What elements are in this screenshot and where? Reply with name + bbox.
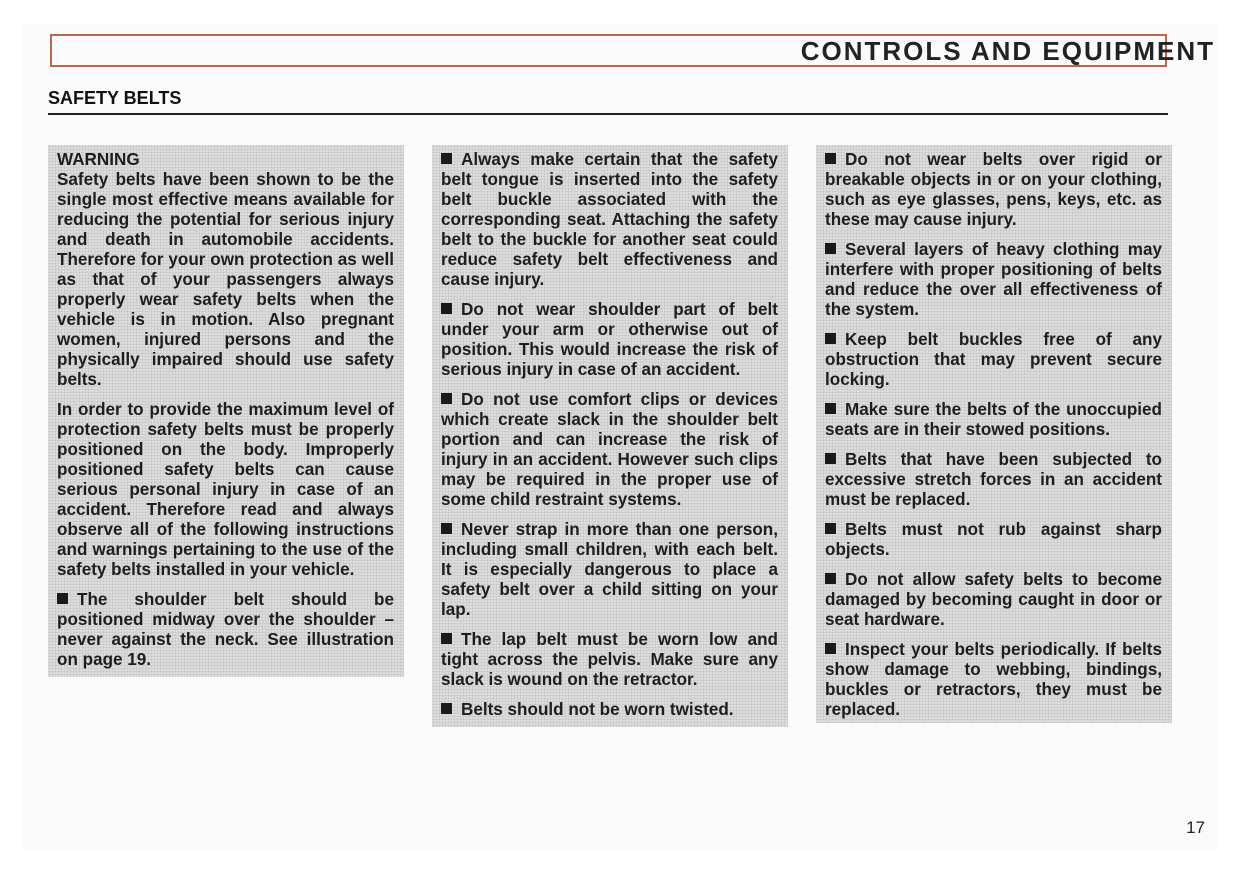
bullet-item [825,570,1162,630]
bullet-square-icon [825,153,836,164]
bullet-square-icon [57,593,68,604]
bullet-text: Belts should not be worn twisted. [461,700,734,719]
bullet-square-icon [441,303,452,314]
bullet-square-icon [825,403,836,414]
bullet-text: The shoulder belt should be positioned midway over the shoulder – never against the neck. See illustration on page 19. [57,590,394,669]
bullet-item [441,150,778,290]
page-number: 17 [1186,818,1205,837]
bullet-square-icon [441,633,452,644]
bullet-item [441,520,778,620]
bullet-text: The lap belt must be worn low and tight across the pelvis. Make sure any slack is wound on the retractor. [441,630,778,689]
bullet-square-icon [825,333,836,344]
bullet-item [825,150,1162,230]
bullet-square-icon [825,643,836,654]
bullet-text: Do not allow safety belts to become damaged by becoming caught in door or seat hardware. [825,570,1162,629]
bullet-item [825,240,1162,320]
bullet-square-icon [441,153,452,164]
bullet-text: Make sure the belts of the unoccupied seats are in their stowed positions. [825,400,1162,439]
bullet-text: Do not use comfort clips or devices which create slack in the shoulder belt portion and can increase the risk of injury in an accident. However such clips may be required in the proper use of some child restraint systems. [441,390,778,509]
bullet-item [825,640,1162,720]
bullet-square-icon [441,703,452,714]
positioning-paragraph: In order to provide the maximum level of protection safety belts must be properly positioned on the body. Improperly positioned safety belts can cause serious personal injury in case of an accident. Therefore read and always observe all of the following instructions and warnings pertaining to the use of the safety belts installed in your vehicle. [57,400,394,579]
page-header-title: CONTROLS AND EQUIPMENT [800,36,1215,66]
warning-text: Safety belts have been shown to be the single most effective means available for reducing the potential for serious injury and death in automobile accidents. Therefore for your own protection as well as that of your passengers always properly wear safety belts when the vehicle is in motion. Also pregnant women, injured persons and the physically impaired should use safety belts. [57,170,394,389]
section-divider [48,113,1168,115]
bullet-text: Do not wear belts over rigid or breakable objects in or on your clothing, such as eye glasses, pens, keys, etc. as these may cause injury. [825,150,1162,229]
bullet-item [825,330,1162,390]
bullet-square-icon [825,523,836,534]
bullet-square-icon [441,523,452,534]
column-warning [48,145,404,677]
bullet-item [441,390,778,510]
bullet-text: Keep belt buckles free of any obstruction that may prevent secure locking. [825,330,1162,389]
section-title: SAFETY BELTS [48,88,182,108]
bullet-item [441,700,778,720]
warning-title: WARNING [57,150,140,169]
bullet-item [57,590,394,670]
bullet-item [441,630,778,690]
bullet-item [825,450,1162,510]
bullet-square-icon [825,573,836,584]
bullet-square-icon [825,453,836,464]
bullet-text: Never strap in more than one person, including small children, with each belt. It is especially dangerous to place a safety belt over a child sitting on your lap. [441,520,778,619]
warning-block [57,150,394,390]
column-right [816,145,1172,723]
bullet-text: Belts that have been subjected to excessive stretch forces in an accident must be replaced. [825,450,1162,509]
bullet-square-icon [825,243,836,254]
bullet-square-icon [441,393,452,404]
bullet-item [825,520,1162,560]
bullet-text: Belts must not rub against sharp objects. [825,520,1162,559]
bullet-item [825,400,1162,440]
bullet-text: Several layers of heavy clothing may interfere with proper positioning of belts and reduce the over all effectiveness of the system. [825,240,1162,319]
bullet-text: Do not wear shoulder part of belt under your arm or otherwise out of position. This would increase the risk of serious injury in case of an accident. [441,300,778,379]
bullet-text: Always make certain that the safety belt tongue is inserted into the safety belt buckle associated with the corresponding seat. Attaching the safety belt to the buckle for another seat could reduce safety belt effectiveness and cause injury. [441,150,778,289]
bullet-text: Inspect your belts periodically. If belts show damage to webbing, bindings, buckles or retractors, they must be replaced. [825,640,1162,719]
bullet-item [441,300,778,380]
column-middle [432,145,788,727]
